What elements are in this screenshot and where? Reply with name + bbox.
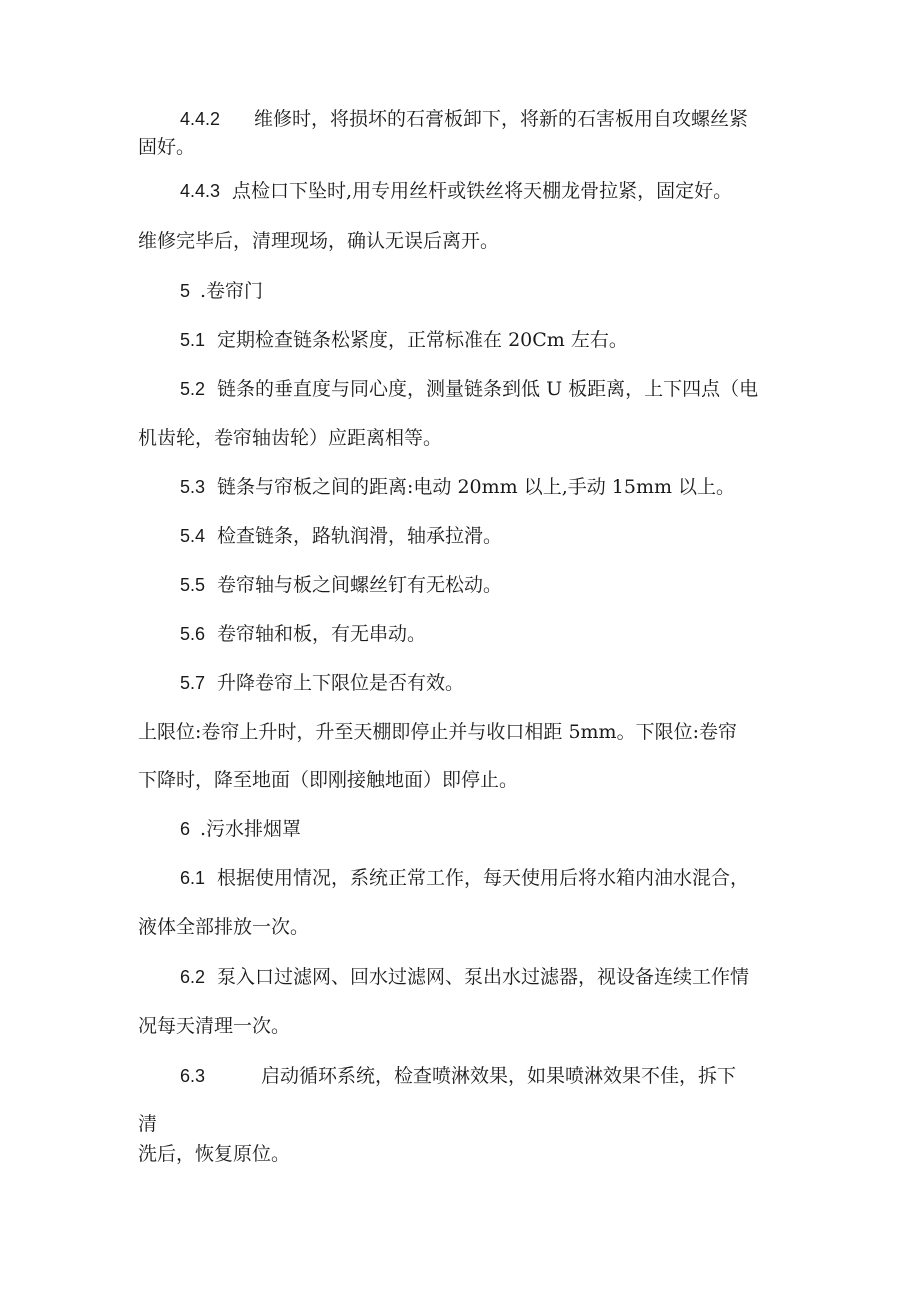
paragraph-text: 况每天清理一次。 bbox=[138, 1015, 291, 1037]
paragraph-text: 根据使用情况，系统正常工作，每天使用后将水箱内油水混合， bbox=[217, 867, 750, 889]
paragraph-text: 卷帘轴和板，有无串动。 bbox=[217, 623, 427, 645]
section-number: 6.3 bbox=[180, 1066, 206, 1086]
paragraph-6-3-line-2 bbox=[138, 1115, 157, 1134]
paragraph-text: 下降时，降至地面（即刚接触地面）即停止。 bbox=[138, 769, 519, 791]
paragraph-text: 清 bbox=[138, 1113, 158, 1135]
paragraph-text: 链条与帘板之间的距离:电动 20mm 以上,手动 15mm 以上。 bbox=[217, 476, 736, 498]
paragraph-text: 点检口下坠时,用专用丝杆或铁丝将天棚龙骨拉紧，固定好。 bbox=[232, 180, 733, 202]
paragraph-5-2-line-1 bbox=[180, 380, 758, 399]
paragraph-5-6 bbox=[180, 625, 426, 644]
paragraph-5-5 bbox=[180, 576, 502, 595]
section-heading: .污水排烟罩 bbox=[200, 818, 302, 840]
paragraph-6-3-line-3 bbox=[138, 1145, 290, 1164]
paragraph-text: 洗后，恢复原位。 bbox=[138, 1143, 291, 1165]
section-number: 5.5 bbox=[180, 575, 206, 595]
paragraph-5-1 bbox=[180, 331, 628, 350]
paragraph-4-4-3 bbox=[180, 182, 732, 201]
section-number: 6.1 bbox=[180, 868, 206, 888]
paragraph-text: 检查链条，路轨润滑，轴承拉滑。 bbox=[217, 525, 503, 547]
section-number: 4.4.3 bbox=[180, 181, 221, 201]
paragraph-limits-line-1 bbox=[138, 723, 737, 742]
paragraph-6-2-line-2 bbox=[138, 1017, 290, 1036]
heading-6 bbox=[180, 820, 301, 839]
paragraph-5-3 bbox=[180, 478, 735, 497]
paragraph-text: 启动循环系统，检查喷淋效果，如果喷淋效果不佳，拆下 bbox=[261, 1065, 737, 1087]
paragraph-text: 升降卷帘上下限位是否有效。 bbox=[217, 672, 465, 694]
paragraph-4-4-2-line-2 bbox=[138, 138, 195, 157]
section-number: 5.1 bbox=[180, 330, 206, 350]
paragraph-text: 固好。 bbox=[138, 136, 196, 158]
paragraph-6-1-line-2 bbox=[138, 918, 309, 937]
paragraph-text: 维修时，将损坏的石膏板卸下，将新的石害板用自攻螺丝紧 bbox=[254, 108, 749, 130]
section-number: 6 bbox=[180, 819, 191, 839]
section-number: 5.2 bbox=[180, 379, 206, 399]
section-number: 5.7 bbox=[180, 673, 206, 693]
section-number: 5.6 bbox=[180, 624, 206, 644]
section-number: 6.2 bbox=[180, 967, 206, 987]
section-number: 5 bbox=[180, 281, 191, 301]
paragraph-5-4 bbox=[180, 527, 502, 546]
paragraph-5-7 bbox=[180, 674, 464, 693]
paragraph-6-2-line-1 bbox=[180, 968, 749, 987]
paragraph-text: 液体全部排放一次。 bbox=[138, 916, 310, 938]
section-number: 4.4.2 bbox=[180, 109, 221, 129]
paragraph-text: 泵入口过滤网、回水过滤网、泵出水过滤器，视设备连续工作情 bbox=[217, 966, 750, 988]
paragraph-text: 定期检查链条松紧度，正常标准在 20Cm 左右。 bbox=[217, 329, 628, 351]
paragraph-text: 链条的垂直度与同心度，测量链条到低 U 板距离，上下四点（电 bbox=[217, 378, 759, 400]
paragraph-6-3-line-1 bbox=[180, 1067, 736, 1086]
paragraph-text: 上限位:卷帘上升时，升至天棚即停止并与收口相距 5mm。下限位:卷帘 bbox=[138, 721, 737, 743]
paragraph-completion bbox=[138, 232, 499, 251]
paragraph-text: 机齿轮，卷帘轴齿轮）应距离相等。 bbox=[138, 427, 443, 449]
heading-5 bbox=[180, 282, 263, 301]
paragraph-4-4-2-line-1 bbox=[180, 110, 748, 129]
paragraph-limits-line-2 bbox=[138, 771, 518, 790]
section-heading: .卷帘门 bbox=[200, 280, 264, 302]
paragraph-text: 维修完毕后，清理现场，确认无误后离开。 bbox=[138, 230, 500, 252]
section-number: 5.4 bbox=[180, 526, 206, 546]
section-number: 5.3 bbox=[180, 477, 206, 497]
paragraph-5-2-line-2 bbox=[138, 429, 442, 448]
paragraph-6-1-line-1 bbox=[180, 869, 749, 888]
paragraph-text: 卷帘轴与板之间螺丝钉有无松动。 bbox=[217, 574, 503, 596]
